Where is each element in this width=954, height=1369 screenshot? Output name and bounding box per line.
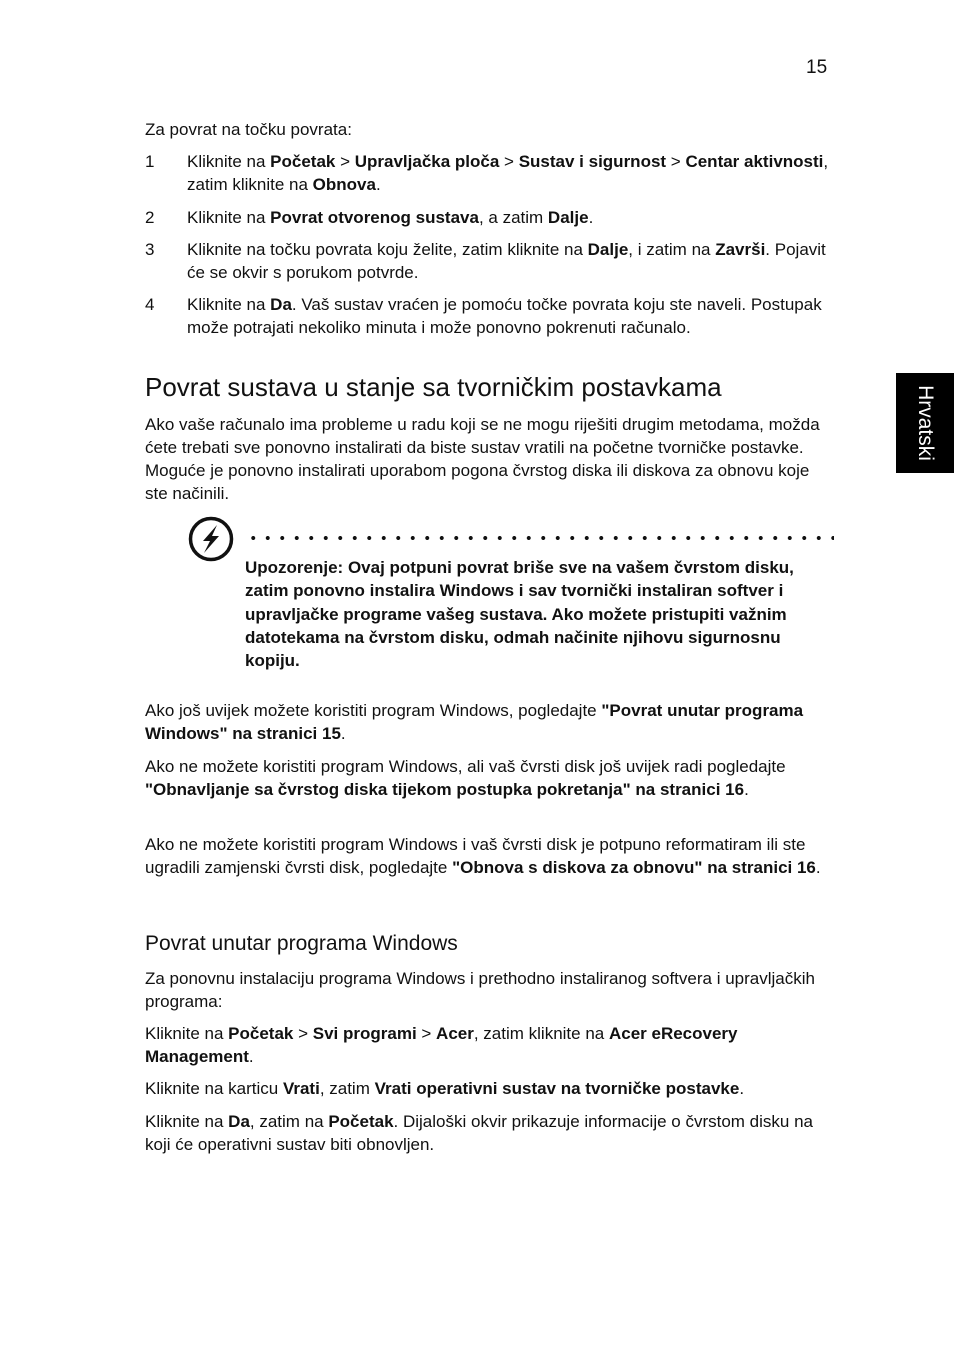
section-paragraph: Ako vaše računalo ima probleme u radu koji se ne mogu riješiti drugim metodama, možda ćete trebati sve ponovno instalirati da biste sustav vratili na početne tvorničke postavke. Moguće je ponovno instalirati uporabom pogona čvrstog diska ili diskova za obnovu koje ste načinili. — [145, 415, 820, 503]
step-text: Kliknite na Povrat otvorenog sustava, a zatim Dalje. — [187, 208, 594, 227]
step-number: 4 — [145, 295, 155, 314]
subsection-heading: Povrat unutar programa Windows — [145, 932, 458, 955]
intro-text: Za povrat na točku povrata: — [145, 120, 352, 139]
instruction-restore-tab: Kliknite na karticu Vrati, zatim Vrati operativni sustav na tvorničke postavke. — [145, 1079, 745, 1098]
language-tab-label: Hrvatski — [914, 385, 937, 461]
section-heading: Povrat sustava u stanje sa tvorničkim postavkama — [145, 372, 722, 402]
step-text: Kliknite na Početak > Upravljačka ploča > Sustav i sigurnost > Centar aktivnosti, zatim kliknite na Obnova. — [187, 152, 829, 194]
subsection-intro: Za ponovnu instalaciju programa Windows i prethodno instaliranog softvera i upravljačkih programa: — [145, 969, 815, 1011]
step-text: Kliknite na točku povrata koju želite, zatim kliknite na Dalje, i zatim na Završi. Pojavit će se okvir s porukom potvrde. — [187, 240, 826, 282]
paragraph-disk-working: Ako ne možete koristiti program Windows, ali vaš čvrsti disk još uvijek radi pogledajte "Obnavljanje sa čvrstog diska tijekom postupka pokretanja" na stranici 16. — [145, 757, 786, 799]
paragraph-windows-available: Ako još uvijek možete koristiti program Windows, pogledajte "Povrat unutar programa Windows" na stranici 15. — [145, 701, 804, 743]
instruction-confirm: Kliknite na Da, zatim na Početak. Dijaloški okvir prikazuje informacije o čvrstom disku na koji će operativni sustav biti obnovljen. — [145, 1112, 814, 1154]
warning-lightning-icon — [188, 516, 234, 562]
language-tab — [896, 373, 954, 473]
step-number: 2 — [145, 208, 155, 227]
warning-text: Upozorenje: Ovaj potpuni povrat briše sve na vašem čvrstom disku, zatim ponovno instalira Windows i sav tvornički instaliran softver i upravljačke programe vašeg sustava. Ako možete pristupiti važnim datotekama na čvrstom disku, odmah načinite njihovu sigurnosnu kopiju. — [245, 558, 794, 671]
paragraph-disk-replaced: Ako ne možete koristiti program Windows i vaš čvrsti disk je potpuno reformatiram ili ste ugradili zamjenski čvrsti disk, pogledajte "Obnova s diskova za obnovu" na stranici 16. — [145, 835, 821, 877]
page-number: 15 — [806, 57, 828, 78]
step-number: 3 — [145, 240, 155, 259]
warning-divider — [246, 535, 834, 541]
step-number: 1 — [145, 152, 155, 171]
step-text: Kliknite na Da. Vaš sustav vraćen je pomoću točke povrata koju ste naveli. Postupak može potrajati nekoliko minuta i može ponovno pokrenuti računalo. — [187, 295, 822, 337]
instruction-start-menu: Kliknite na Početak > Svi programi > Acer, zatim kliknite na Acer eRecovery Management. — [145, 1024, 738, 1066]
